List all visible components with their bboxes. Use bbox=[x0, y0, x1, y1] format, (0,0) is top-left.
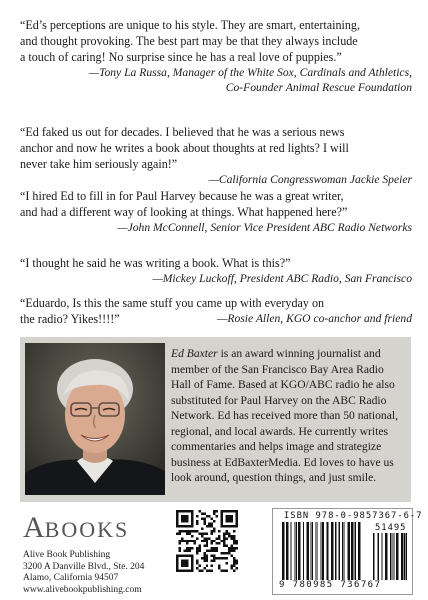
qr-code-icon bbox=[176, 510, 238, 572]
publisher-address-line-1: 3200 A Danville Blvd., Ste. 204 bbox=[23, 561, 145, 572]
bio-line-4: substituted for Paul Harvey on the ABC Radio bbox=[171, 393, 387, 407]
quote-4-attribution bbox=[20, 271, 412, 286]
quote-1-attribution-line-2: Co-Founder Animal Rescue Foundation bbox=[225, 81, 412, 94]
quote-1-line-1: “Ed’s perceptions are unique to his style. They are smart, entertaining, bbox=[20, 18, 360, 32]
bio-line-9: look around, question things, and just smile. bbox=[171, 471, 377, 484]
publisher-logo-rest: BOOKS bbox=[44, 517, 130, 542]
publisher-website: www.alivebookpublishing.com bbox=[23, 584, 142, 595]
bio-line-1: is an award winning journalist and bbox=[217, 347, 381, 360]
bio-line-3: Hall of Fame. Based at KGO/ABC radio he also bbox=[171, 378, 395, 391]
quote-1-line-2: and thought provoking. The best part may be that they always include bbox=[20, 34, 358, 48]
quote-2-text bbox=[20, 124, 412, 172]
quote-4 bbox=[20, 255, 412, 286]
quote-3-text bbox=[20, 188, 412, 220]
bio-line-2: member of the San Francisco Bay Area Radio bbox=[171, 362, 384, 376]
publisher-info bbox=[23, 550, 144, 596]
author-bio-text bbox=[171, 346, 407, 486]
quote-1-attribution-line-1: —Tony La Russa, Manager of the White Sox, Cardinals and Athletics, bbox=[88, 66, 412, 79]
isbn-number: ISBN 978-0-9857367-6-7 bbox=[284, 511, 423, 521]
author-bio-panel bbox=[20, 337, 411, 502]
quote-2-attribution-line-1: —California Congresswoman Jackie Speier bbox=[208, 173, 412, 186]
quote-2 bbox=[20, 124, 412, 187]
quote-3-line-2: and had a different way of looking at things. What happened here?” bbox=[20, 205, 348, 219]
barcode-icon bbox=[282, 522, 362, 580]
quote-3 bbox=[20, 188, 412, 235]
barcode-digits: 9 780985 736767 bbox=[279, 580, 382, 590]
quote-5-attribution-line-1: —Rosie Allen, KGO co-anchor and friend bbox=[217, 312, 412, 325]
barcode-addon-icon bbox=[373, 533, 407, 580]
quote-2-attribution bbox=[20, 172, 412, 187]
publisher-address-line-2: Alamo, California 94507 bbox=[23, 573, 119, 583]
quote-3-attribution-line-1: —John McConnell, Senior Vice President ABC Radio Networks bbox=[117, 221, 412, 234]
quote-1-line-3: a touch of caring! No surprise since he has a real love of puppies.” bbox=[20, 50, 342, 64]
quote-5 bbox=[20, 295, 412, 326]
bio-line-7: commentaries and helps image and strategize bbox=[171, 440, 382, 453]
bio-line-6: regional, and local awards. He currently writes bbox=[171, 424, 388, 438]
bio-line-8: business at EdBaxterMedia. Ed loves to have us bbox=[171, 455, 394, 469]
publisher-logo-a: A bbox=[23, 511, 45, 544]
quote-1-attribution bbox=[20, 65, 412, 95]
quote-2-line-2: anchor and now he writes a book about thoughts at red lights? I will bbox=[20, 141, 349, 155]
bio-line-5: Network. Ed has received more than 50 national, bbox=[171, 409, 398, 422]
price-code: 51495 bbox=[375, 523, 407, 533]
quote-1 bbox=[20, 17, 412, 95]
quote-5-line-1: “Eduardo, Is this the same stuff you came up with everyday on bbox=[20, 296, 325, 310]
quote-2-line-3: never take him seriously again!” bbox=[20, 157, 178, 171]
quote-2-line-1: “Ed faked us out for decades. I believed that he was a serious news bbox=[20, 125, 345, 139]
quote-1-text bbox=[20, 17, 412, 65]
quote-4-line-1: “I thought he said he was writing a book. What is this?” bbox=[20, 256, 291, 270]
author-name: Ed Baxter bbox=[171, 347, 218, 360]
quote-3-line-1: “I hired Ed to fill in for Paul Harvey because he was a great writer, bbox=[20, 189, 344, 203]
publisher-name: Alive Book Publishing bbox=[23, 550, 111, 560]
publisher-logo bbox=[23, 511, 129, 545]
quote-4-attribution-line-1: —Mickey Luckoff, President ABC Radio, San Francisco bbox=[152, 272, 412, 285]
quote-3-attribution bbox=[20, 220, 412, 235]
quote-4-text bbox=[20, 255, 412, 271]
author-portrait-image bbox=[25, 343, 165, 495]
quote-5-line-2: the radio? Yikes!!!!” bbox=[20, 312, 120, 326]
author-photo bbox=[25, 343, 165, 495]
